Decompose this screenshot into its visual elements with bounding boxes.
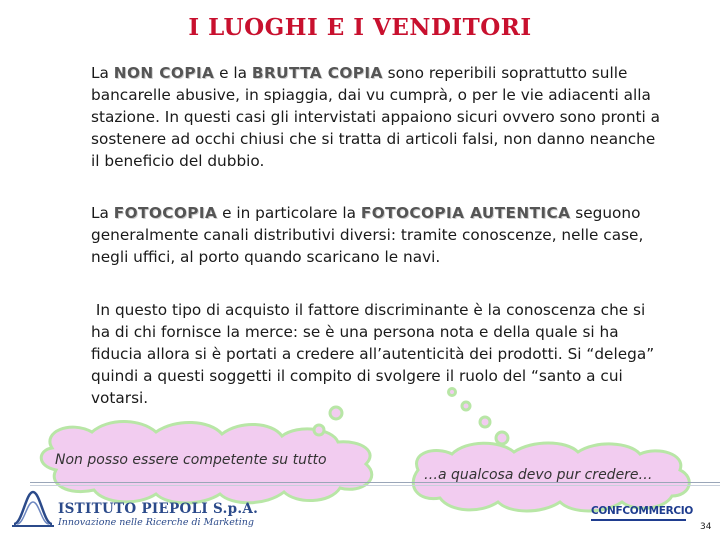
para1-text-a: La <box>91 64 114 82</box>
footer-divider-secondary <box>30 485 720 486</box>
para2-highlight-fotocopia: FOTOCOPIA <box>113 204 218 222</box>
slide-title: I LUOGHI E I VENDITORI <box>188 14 532 41</box>
confcommercio-logo: CONFCOMMERCIO <box>591 505 694 517</box>
para1-text-b: e la <box>214 64 252 82</box>
para1-highlight-non-copia: NON COPIA <box>113 64 215 82</box>
footer-divider <box>30 482 720 483</box>
logo-name: ISTITUTO PIEPOLI S.p.A. <box>58 501 259 517</box>
logo-tagline: Innovazione nelle Ricerche di Marketing <box>58 517 254 528</box>
left-bubble-text: Non posso essere competente su tutto <box>55 452 327 468</box>
confcommercio-logo-underline <box>591 519 686 521</box>
para2-highlight-fotocopia-autentica: FOTOCOPIA AUTENTICA <box>360 204 571 222</box>
right-bubble-text: …a qualcosa devo pur credere… <box>424 467 653 483</box>
para2-text-c: seguono generalmente canali distributivi diversi: tramite conoscenze, nelle case, negli uffici, al porto quando scaricano le navi. <box>91 204 644 266</box>
para2-text-a: La <box>91 204 114 222</box>
right-thought-bubble <box>413 389 689 512</box>
page-number: 34 <box>700 522 712 532</box>
para1-text-c: sono reperibili soprattutto sulle bancarelle abusive, in spiaggia, dai vu cumprà, o per le vie adiacenti alla stazione. In questi casi gli intervistati appaiono sicuri ovvero sono pronti a sostenere ad occhi chiusi che si tratta di articoli falsi, non danno neanche il beneficio del dubbio. <box>91 64 661 170</box>
para2-text-b: e in particolare la <box>217 204 361 222</box>
paragraph-acquisto: In questo tipo di acquisto il fattore discriminante è la conoscenza che si ha di chi fornisce la merce: se è una persona nota e della quale si ha fiducia allora si è portati a credere all’autenticità dei prodotti. Si “delega” quindi a questi soggetti il compito di svolgere il ruolo del “santo a cui votarsi. <box>91 301 660 407</box>
istituto-piepoli-logo-icon <box>12 488 54 532</box>
para1-highlight-brutta-copia: BRUTTA COPIA <box>251 64 383 82</box>
